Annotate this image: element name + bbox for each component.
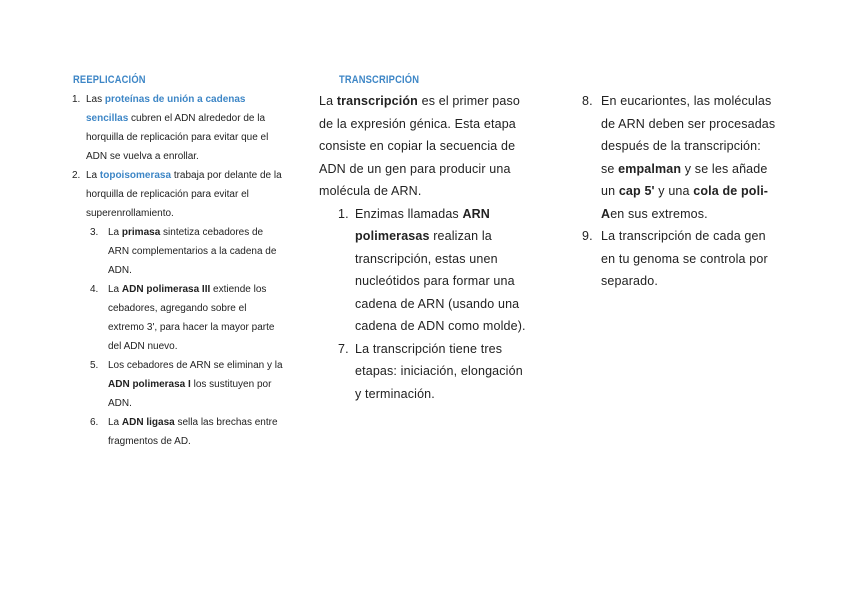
- item-text: Enzimas llamadas: [355, 206, 463, 221]
- list-item: [319, 203, 529, 338]
- list-item: [582, 225, 777, 293]
- item-text: sella las brechas entre fragmentos de AD.: [108, 417, 278, 447]
- intro-term: transcripción: [336, 94, 418, 108]
- item-term: ARN polimerasas: [355, 206, 490, 243]
- replication-heading: REEPLICACIÓN: [73, 74, 146, 86]
- item-term: topoisomerasa: [99, 170, 172, 181]
- item-text: y una: [654, 184, 694, 198]
- item-text: Las: [86, 94, 105, 105]
- item-term: ADN polimerasa III: [121, 284, 211, 295]
- transcription-intro: [319, 90, 529, 203]
- item-text: cubren el ADN alrededor de la horquilla de replicación para evitar que el ADN se vuelva a enrollar.: [86, 113, 269, 162]
- item-number: 2.: [72, 170, 81, 181]
- processing-list: [582, 90, 777, 293]
- intro-text: La: [319, 94, 337, 108]
- transcription-heading: TRANSCRIPCIÓN: [339, 74, 420, 86]
- item-number: 1.: [338, 206, 349, 221]
- list-item: [72, 413, 284, 451]
- item-number: 8.: [582, 94, 593, 108]
- item-number: 1.: [72, 94, 81, 105]
- item-term: proteínas de unión a cadenas sencillas: [86, 94, 246, 124]
- list-item: [319, 338, 529, 406]
- item-text: La transcripción de cada gen en tu genoma se controla por separado.: [601, 229, 768, 288]
- item-text: sintetiza cebadores de ARN complementarios a la cadena de ADN.: [108, 227, 277, 276]
- item-term: cap 5': [618, 184, 655, 198]
- item-text: realizan la transcripción, estas unen nucleótidos para formar una cadena de ARN (usando una cadena de ADN como molde).: [355, 229, 526, 333]
- item-text: La: [108, 417, 122, 428]
- intro-text: es el primer paso de la expresión génica. Esta etapa consiste en copiar la secuencia de ADN de un gen para producir una molécula de ARN.: [319, 94, 521, 198]
- item-number: 6.: [90, 417, 99, 428]
- transcription-section: [319, 90, 529, 405]
- item-term: empalman: [618, 161, 682, 176]
- item-text: en sus extremos.: [610, 206, 708, 221]
- item-text: y se les añade un: [601, 161, 768, 198]
- item-text: los sustituyen por ADN.: [108, 379, 272, 409]
- list-item: [72, 166, 284, 223]
- item-term: cola de poli-A: [601, 184, 769, 221]
- item-text: La: [108, 227, 122, 238]
- list-item: [72, 280, 284, 356]
- item-number: 5.: [90, 360, 99, 371]
- item-text: Los cebadores de ARN se eliminan y la: [108, 360, 283, 371]
- replication-list: [72, 90, 284, 451]
- transcription-list: [319, 203, 529, 406]
- item-term: ADN polimerasa I: [108, 379, 191, 390]
- item-text: La: [86, 170, 100, 181]
- item-text: En eucariontes, las moléculas de ARN deben ser procesadas después de la transcripción: se: [601, 94, 776, 176]
- item-number: 3.: [90, 227, 99, 238]
- item-term: primasa: [121, 227, 161, 238]
- item-text: La: [108, 284, 122, 295]
- item-term: ADN ligasa: [121, 417, 175, 428]
- item-number: 4.: [90, 284, 99, 295]
- list-item: [582, 90, 777, 225]
- item-text: extiende los cebadores, agregando sobre el extremo 3', para hacer la mayor parte del ADN nuevo.: [108, 284, 275, 352]
- item-number: 7.: [338, 341, 349, 356]
- list-item: [72, 90, 284, 166]
- item-text: La transcripción tiene tres etapas: iniciación, elongación y terminación.: [355, 341, 523, 401]
- item-number: 9.: [582, 229, 593, 243]
- list-item: [72, 223, 284, 280]
- list-item: [72, 356, 284, 413]
- item-text: trabaja por delante de la horquilla de replicación para evitar el superenrollamiento.: [86, 170, 282, 219]
